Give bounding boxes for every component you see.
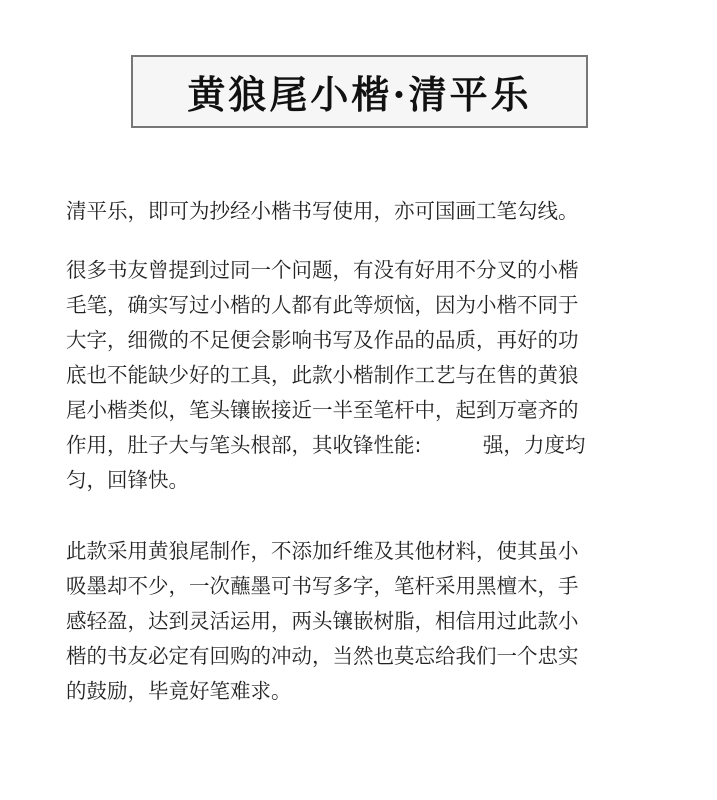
- paragraph-quality: 很多书友曾提到过同一个问题，有没有好用不分叉的小楷 毛笔，确实写过小楷的人都有此等烦恼，因为小楷不同于 大字，细微的不足便会影响书写及作品的品质，再好的功 底也不能缺少好的工具，此款小楷制作工艺与在售的黄狼 尾小楷类似，笔头镶嵌接近一半至笔杆中，起到万毫齐的 作用，肚子大与笔头根部，其收锋性能: 强，力度均 匀，回锋快。: [66, 258, 586, 492]
- paragraph-materials: 此款采用黄狼尾制作，不添加纤维及其他材料，使其虽小 吸墨却不少，一次蘸墨可书写多字，笔杆采用黑檀木，手 感轻盈，达到灵活运用，两头镶嵌树脂，相信用过此款小 楷的书友必定有回购的冲动，当然也莫忘给我们一个忠实 的鼓励，毕竟好笔难求。: [66, 539, 579, 703]
- intro-paragraph: 清平乐，即可为抄经小楷书写使用，亦可国画工笔勾线。: [66, 199, 579, 223]
- article-body: [66, 194, 662, 745]
- page-title: 黄狼尾小楷·清平乐: [187, 72, 532, 117]
- title-box: [131, 55, 588, 128]
